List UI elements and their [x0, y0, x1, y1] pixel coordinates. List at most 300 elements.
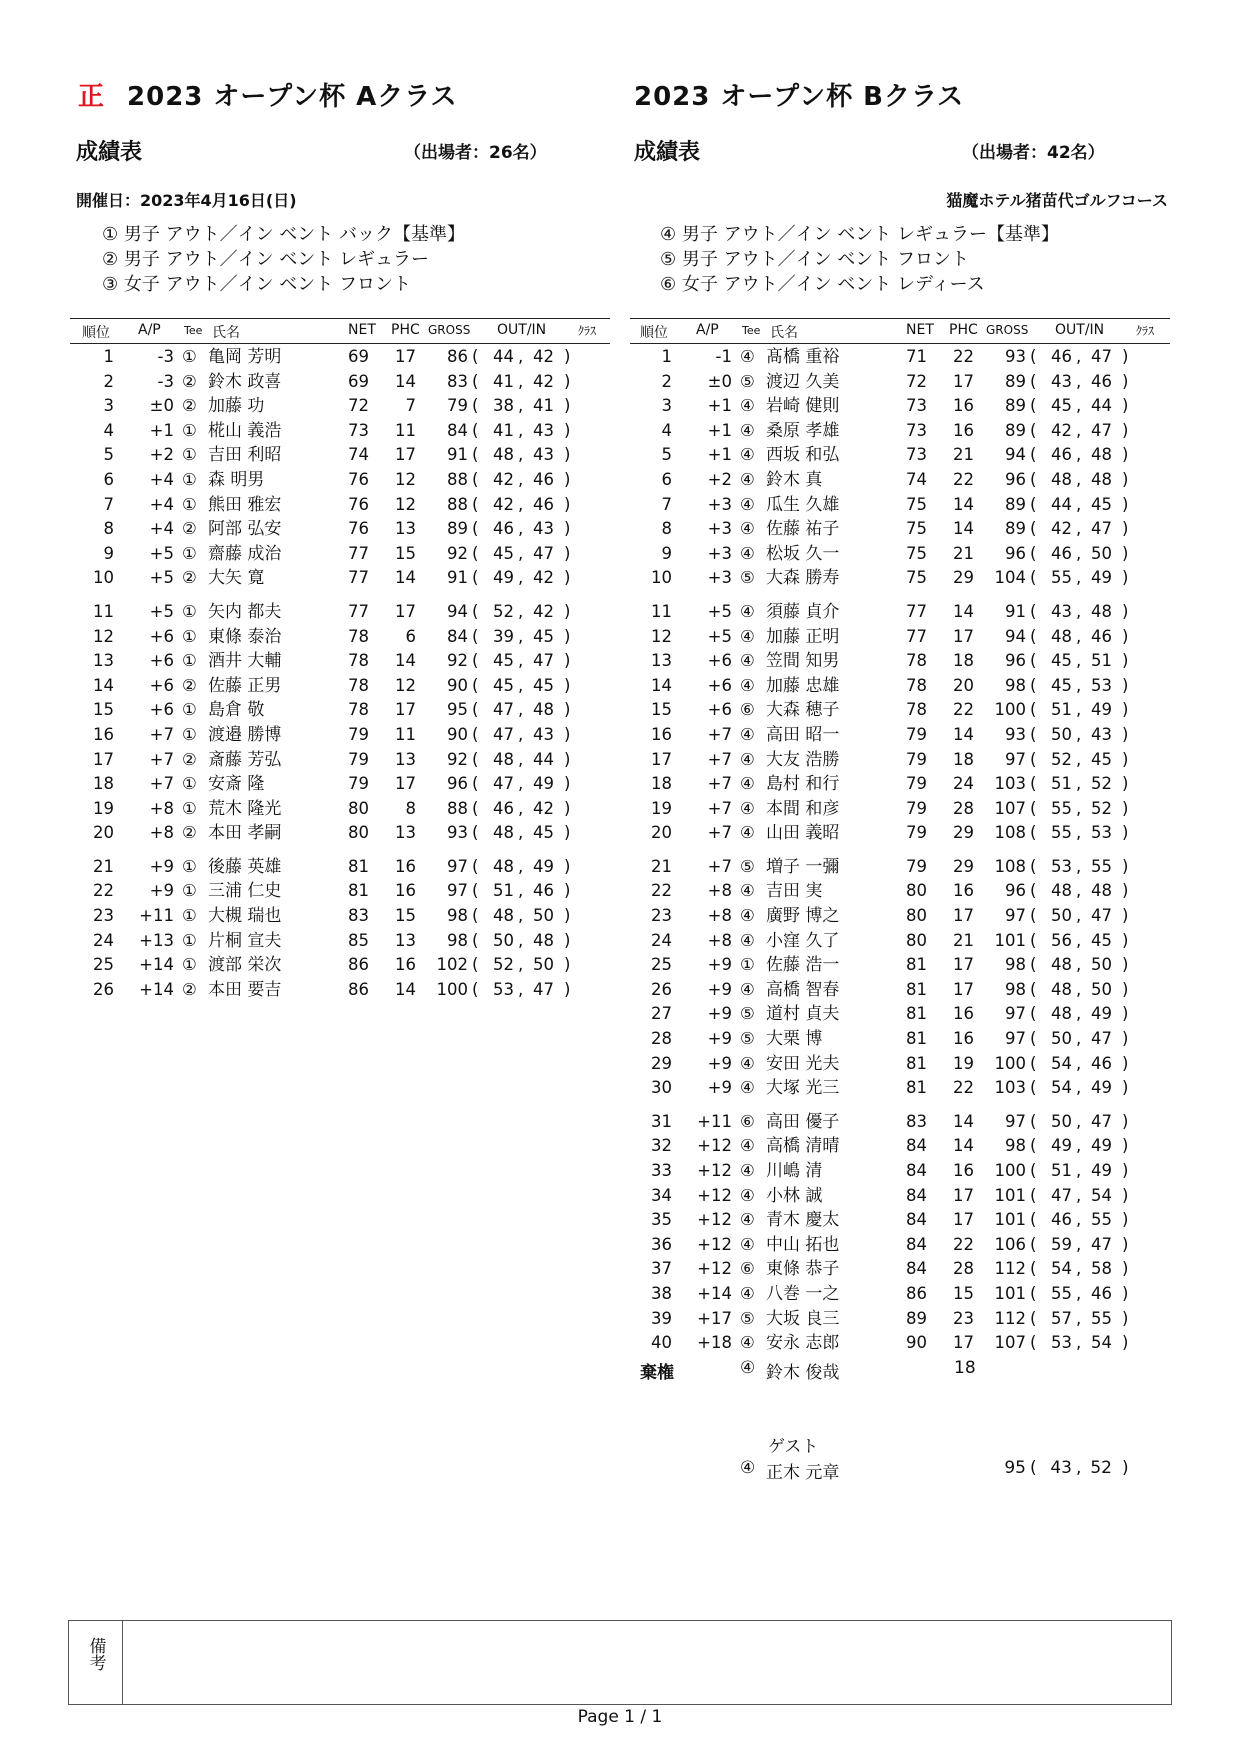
phc-cell: 14 [953, 494, 974, 514]
phc-cell: 29 [953, 856, 974, 876]
in-cell: 45 [533, 823, 554, 843]
ap-cell: +9 [707, 1053, 732, 1073]
results-table-a [82, 345, 612, 1002]
gross-cell: 91 [1005, 601, 1026, 621]
rank-cell: 3 [103, 396, 114, 416]
tee-number: ④ [740, 1283, 755, 1303]
out-cell: 43 [1051, 371, 1072, 391]
net-cell: 84 [906, 1210, 927, 1230]
player-name: 大森 勝寿 [766, 568, 840, 589]
table-row: 33 +12 ④ 川嶋 清 84 16 100 51 49 ( , ) [640, 1159, 1170, 1184]
net-cell: 84 [906, 1185, 927, 1205]
table-row: 5 +1 ④ 西坂 和弘 73 21 94 46 48 ( , ) [640, 443, 1170, 468]
table-row: 40 +18 ④ 安永 志郎 90 17 107 53 54 ( , ) [640, 1331, 1170, 1356]
ap-cell: -3 [157, 347, 174, 366]
in-cell: 47 [1091, 1029, 1112, 1049]
tee-number: ① [182, 601, 197, 621]
rank-cell: 7 [661, 494, 672, 514]
out-cell: 53 [1051, 1333, 1072, 1353]
in-cell: 58 [1091, 1259, 1112, 1279]
tee-number: ⑥ [740, 1111, 755, 1131]
rank-cell: 22 [651, 881, 672, 901]
ap-cell: +1 [149, 420, 174, 440]
out-cell: 46 [493, 519, 514, 539]
rank-cell: 23 [651, 906, 672, 926]
player-name: 椛山 義浩 [208, 420, 282, 441]
notes-box [68, 1620, 1172, 1705]
ap-cell: +2 [149, 445, 174, 465]
player-name: 齋藤 成治 [208, 543, 282, 564]
gross-cell: 97 [1005, 1029, 1026, 1049]
player-name: 本田 要吉 [208, 979, 282, 1000]
net-cell: 80 [348, 823, 369, 843]
gross-cell: 98 [1005, 1136, 1026, 1156]
gross-cell: 112 [994, 1308, 1026, 1328]
rank-cell: 27 [651, 1004, 672, 1024]
in-cell: 50 [1091, 543, 1112, 563]
phc-cell: 12 [395, 494, 416, 514]
phc-cell: 13 [395, 519, 416, 539]
net-cell: 89 [906, 1308, 927, 1328]
table-row: 34 +12 ④ 小林 誠 84 17 101 47 54 ( , ) [640, 1184, 1170, 1209]
phc-cell: 19 [953, 1053, 974, 1073]
tee-number: ① [182, 724, 197, 744]
player-name: 笠間 知男 [766, 651, 840, 672]
tee-number: ④ [740, 881, 755, 901]
net-cell: 80 [906, 906, 927, 926]
table-row: 6 +2 ④ 鈴木 真 74 22 96 48 48 ( , ) [640, 468, 1170, 493]
tee-number: ① [182, 543, 197, 563]
gross-cell: 106 [994, 1234, 1026, 1254]
rank-cell: 20 [651, 823, 672, 843]
gross-cell: 92 [447, 543, 468, 563]
ap-cell: +8 [707, 930, 732, 950]
player-name: 安永 志郎 [766, 1333, 840, 1354]
tee-number: ④ [740, 1078, 755, 1098]
phc-cell: 14 [395, 371, 416, 391]
out-cell: 50 [1051, 1111, 1072, 1131]
tee-number: ④ [740, 979, 755, 999]
subtitle-b: 成績表 [634, 140, 701, 165]
phc-cell: 14 [395, 979, 416, 999]
title-a-text: 2023 オープン杯 Aクラス [127, 82, 458, 112]
tee-number: ④ [740, 469, 755, 489]
in-value: 52 [1090, 1458, 1112, 1478]
gross-cell: 89 [1005, 371, 1026, 391]
rank-cell: 16 [93, 724, 114, 744]
net-cell: 83 [906, 1111, 927, 1131]
rank-cell: 20 [93, 823, 114, 843]
tee-number: ① [182, 881, 197, 901]
ap-cell: +9 [707, 1078, 732, 1098]
player-name: 本間 和彦 [766, 798, 840, 819]
tee-number: ⑥ [740, 700, 755, 720]
rank-cell: 1 [103, 347, 114, 366]
table-row: 1 -1 ④ 髙橋 重裕 71 22 93 46 47 ( , ) [640, 345, 1170, 370]
table-row: 14 +6 ② 佐藤 正男 78 12 90 45 45 ( , ) [82, 674, 612, 699]
table-row: 25 +14 ① 渡部 栄次 86 16 102 52 50 ( , ) [82, 953, 612, 978]
rank-cell: 11 [93, 601, 114, 621]
in-cell: 47 [1091, 1111, 1112, 1131]
player-name: 渡辺 久美 [766, 371, 840, 392]
tee-legend-item: ⑥ 女子 アウト／イン ベント レディース [660, 274, 985, 295]
header-net: NET [906, 322, 934, 338]
net-cell: 73 [906, 420, 927, 440]
tee-number: ① [182, 651, 197, 671]
title-b: 2023 オープン杯 Bクラス [634, 82, 965, 112]
ap-cell: +7 [149, 724, 174, 744]
table-row: 8 +4 ② 阿部 弘安 76 13 89 46 43 ( , ) [82, 517, 612, 542]
in-cell: 46 [533, 881, 554, 901]
in-cell: 49 [1091, 1078, 1112, 1098]
out-cell: 50 [1051, 724, 1072, 744]
table-row: 3 +1 ④ 岩崎 健則 73 16 89 45 44 ( , ) [640, 394, 1170, 419]
phc-cell: 23 [953, 1308, 974, 1328]
tee-number: ⑤ [740, 856, 755, 876]
phc-cell: 11 [395, 724, 416, 744]
player-name: 酒井 大輔 [208, 651, 282, 672]
rank-cell: 6 [661, 469, 672, 489]
ap-cell: +12 [697, 1136, 732, 1156]
table-row: 4 +1 ④ 桑原 孝雄 73 16 89 42 47 ( , ) [640, 419, 1170, 444]
rank-cell: 4 [103, 420, 114, 440]
rank-cell: 19 [93, 798, 114, 818]
net-cell: 69 [348, 347, 369, 366]
in-cell: 44 [1091, 396, 1112, 416]
gross-cell: 94 [447, 601, 468, 621]
table-row: 11 +5 ① 矢内 都夫 77 17 94 52 42 ( , ) [82, 600, 612, 625]
phc-cell: 17 [953, 371, 974, 391]
player-name: 山田 義昭 [766, 823, 840, 844]
out-cell: 46 [1051, 347, 1072, 366]
table-row: 37 +12 ⑥ 東條 恭子 84 28 112 54 58 ( , ) [640, 1257, 1170, 1282]
ap-cell: +6 [707, 651, 732, 671]
in-cell: 46 [1091, 371, 1112, 391]
table-row: 12 +6 ① 東條 泰治 78 6 84 39 45 ( , ) [82, 625, 612, 650]
gross-cell: 104 [994, 568, 1026, 588]
in-cell: 46 [533, 469, 554, 489]
tee-number: ② [182, 568, 197, 588]
in-cell: 46 [533, 494, 554, 514]
rank-cell: 36 [651, 1234, 672, 1254]
player-name: 鈴木 俊哉 [766, 1363, 840, 1383]
gross-cell: 89 [447, 519, 468, 539]
net-cell: 79 [348, 724, 369, 744]
out-cell: 46 [493, 798, 514, 818]
player-name: 亀岡 芳明 [208, 347, 282, 367]
results-table-b [640, 345, 1170, 1356]
gross-cell: 97 [1005, 906, 1026, 926]
out-cell: 39 [493, 626, 514, 646]
phc-cell: 28 [953, 798, 974, 818]
gross-cell: 86 [447, 347, 468, 366]
tee-number: ② [182, 675, 197, 695]
table-row: 16 +7 ① 渡邉 勝博 79 11 90 47 43 ( , ) [82, 723, 612, 748]
table-row: 9 +5 ① 齋藤 成治 77 15 92 45 47 ( , ) [82, 542, 612, 567]
in-cell: 54 [1091, 1185, 1112, 1205]
in-cell: 48 [533, 700, 554, 720]
in-cell: 53 [1091, 675, 1112, 695]
net-cell: 77 [906, 626, 927, 646]
table-row: 3 ±0 ② 加藤 功 72 7 79 38 41 ( , ) [82, 394, 612, 419]
out-cell: 47 [1051, 1185, 1072, 1205]
ap-cell: +4 [149, 469, 174, 489]
out-cell: 53 [493, 979, 514, 999]
player-name: 松坂 久一 [766, 543, 840, 564]
tee-number: ⑤ [740, 1308, 755, 1328]
net-cell: 83 [348, 906, 369, 926]
phc-cell: 8 [405, 798, 416, 818]
rank-cell: 18 [93, 774, 114, 794]
ap-cell: +6 [707, 675, 732, 695]
tee-number: ④ [740, 651, 755, 671]
net-cell: 78 [906, 675, 927, 695]
phc-cell: 24 [953, 774, 974, 794]
phc-cell: 7 [405, 396, 416, 416]
phc-cell: 12 [395, 675, 416, 695]
gross-cell: 93 [1005, 347, 1026, 366]
in-cell: 47 [533, 651, 554, 671]
player-name: 吉田 利昭 [208, 445, 282, 466]
tee-number: ④ [740, 1053, 755, 1073]
player-name: 佐藤 浩一 [766, 955, 840, 976]
ap-cell: +9 [149, 881, 174, 901]
rank-cell: 13 [651, 651, 672, 671]
net-cell: 81 [906, 1029, 927, 1049]
net-cell: 90 [906, 1333, 927, 1353]
net-cell: 79 [906, 749, 927, 769]
table-row: 23 +11 ① 大槻 瑞也 83 15 98 48 50 ( , ) [82, 904, 612, 929]
table-row: 22 +9 ① 三浦 仁史 81 16 97 51 46 ( , ) [82, 879, 612, 904]
in-cell: 42 [533, 798, 554, 818]
header-name: 氏名 [770, 325, 798, 341]
out-cell: 48 [1051, 469, 1072, 489]
rank-cell: 9 [103, 543, 114, 563]
net-cell: 84 [906, 1259, 927, 1279]
net-cell: 75 [906, 519, 927, 539]
net-cell: 78 [348, 651, 369, 671]
table-row: 10 +5 ② 大矢 寛 77 14 91 49 42 ( , ) [82, 566, 612, 591]
subtitle-a: 成績表 [76, 140, 143, 165]
phc-cell: 11 [395, 420, 416, 440]
player-name: 阿部 弘安 [208, 519, 282, 540]
tee-number: ④ [740, 1185, 755, 1205]
gross-cell: 95 [447, 700, 468, 720]
tee-number: ② [182, 396, 197, 416]
tee-number: ① [182, 347, 197, 366]
table-row: 5 +2 ① 吉田 利昭 74 17 91 48 43 ( , ) [82, 443, 612, 468]
rank-cell: 19 [651, 798, 672, 818]
ap-cell: +1 [707, 445, 732, 465]
phc-cell: 22 [953, 1078, 974, 1098]
gross-cell: 84 [447, 626, 468, 646]
net-cell: 69 [348, 371, 369, 391]
gross-cell: 89 [1005, 396, 1026, 416]
in-cell: 51 [1091, 651, 1112, 671]
player-name: 島村 和行 [766, 774, 840, 795]
out-cell: 48 [493, 445, 514, 465]
player-name: 須藤 貞介 [766, 601, 840, 622]
notes-label [69, 1621, 123, 1704]
gross-cell: 92 [447, 749, 468, 769]
in-cell: 55 [1091, 856, 1112, 876]
phc-cell: 16 [395, 881, 416, 901]
phc-cell: 14 [953, 1136, 974, 1156]
out-cell: 42 [1051, 420, 1072, 440]
phc-cell: 17 [395, 445, 416, 465]
tee-legend-item: ③ 女子 アウト／イン ベント フロント [102, 274, 412, 295]
gross-cell: 94 [1005, 445, 1026, 465]
out-cell: 44 [1051, 494, 1072, 514]
out-cell: 45 [493, 543, 514, 563]
out-cell: 48 [493, 856, 514, 876]
tee-number: ④ [740, 626, 755, 646]
tee-number: ④ [740, 1136, 755, 1156]
tee-legend-item: ④ 男子 アウト／イン ベント レギュラー【基準】 [660, 224, 1060, 245]
rank-cell: 23 [93, 906, 114, 926]
in-cell: 48 [533, 930, 554, 950]
ap-cell: +8 [707, 881, 732, 901]
net-cell: 72 [906, 371, 927, 391]
gross-cell: 90 [447, 675, 468, 695]
net-cell: 74 [348, 445, 369, 465]
ap-cell: +5 [149, 568, 174, 588]
out-cell: 47 [493, 724, 514, 744]
in-cell: 45 [1091, 749, 1112, 769]
net-cell: 77 [906, 601, 927, 621]
rank-cell: 24 [651, 930, 672, 950]
in-cell: 43 [533, 519, 554, 539]
phc-cell: 14 [953, 601, 974, 621]
player-name: 廣野 博之 [766, 906, 840, 927]
phc-cell: 16 [953, 396, 974, 416]
net-cell: 79 [906, 724, 927, 744]
table-row: 20 +7 ④ 山田 義昭 79 29 108 55 53 ( , ) [640, 821, 1170, 846]
header-gross: GROSS [986, 323, 1029, 337]
official-mark: 正 [78, 82, 106, 112]
in-cell: 49 [1091, 700, 1112, 720]
in-cell: 46 [1091, 1053, 1112, 1073]
venue: 猫魔ホテル猪苗代ゴルフコース [946, 191, 1168, 210]
net-cell: 79 [906, 856, 927, 876]
phc-cell: 22 [953, 469, 974, 489]
player-name: 渡邉 勝博 [208, 724, 282, 745]
out-cell: 56 [1051, 930, 1072, 950]
phc-cell: 15 [395, 906, 416, 926]
rank-cell: 21 [651, 856, 672, 876]
rank-cell: 9 [661, 543, 672, 563]
ap-cell: +9 [707, 1029, 732, 1049]
tee-number: ④ [740, 774, 755, 794]
tee-number: ④ [740, 1210, 755, 1230]
phc-cell: 29 [953, 568, 974, 588]
net-cell: 79 [348, 749, 369, 769]
player-name: 矢内 都夫 [208, 601, 282, 622]
tee-number: ④ [740, 1333, 755, 1353]
rank-cell: 24 [93, 930, 114, 950]
header-name: 氏名 [212, 325, 240, 341]
player-name: 大塚 光三 [766, 1078, 840, 1099]
rank-cell: 16 [651, 724, 672, 744]
gross-cell: 90 [447, 724, 468, 744]
in-cell: 49 [1091, 568, 1112, 588]
in-cell: 43 [533, 445, 554, 465]
phc-cell: 16 [953, 881, 974, 901]
tee-number: ⑤ [740, 1029, 755, 1049]
tee-number: ④ [740, 601, 755, 621]
player-name: 中山 拓也 [766, 1234, 840, 1255]
phc-cell: 18 [953, 749, 974, 769]
out-cell: 48 [1051, 979, 1072, 999]
in-cell: 50 [533, 955, 554, 975]
ap-cell: +14 [139, 979, 174, 999]
out-cell: 47 [493, 700, 514, 720]
header-tee: Tee [742, 324, 761, 337]
rank-cell: 14 [651, 675, 672, 695]
player-name: 八巻 一之 [766, 1283, 840, 1304]
table-row: 29 +9 ④ 安田 光夫 81 19 100 54 46 ( , ) [640, 1052, 1170, 1077]
net-cell: 78 [348, 626, 369, 646]
player-name: 荒木 隆光 [208, 798, 282, 819]
rank-cell: 4 [661, 420, 672, 440]
net-cell: 81 [906, 1053, 927, 1073]
player-name: 正木 元章 [766, 1463, 840, 1483]
gross-cell: 93 [1005, 724, 1026, 744]
in-cell: 55 [1091, 1308, 1112, 1328]
ap-cell: +7 [149, 749, 174, 769]
player-name: 後藤 英雄 [208, 856, 282, 877]
ap-cell: +13 [139, 930, 174, 950]
table-row: 1 -3 ① 亀岡 芳明 69 17 86 44 42 ( , ) [82, 345, 612, 370]
ap-cell: +6 [149, 626, 174, 646]
out-cell: 46 [1051, 445, 1072, 465]
out-cell: 48 [1051, 881, 1072, 901]
page-footer: Page 1 / 1 [577, 1707, 663, 1727]
phc-cell: 16 [395, 955, 416, 975]
player-name: 東條 恭子 [766, 1259, 840, 1280]
rank-cell: 17 [651, 749, 672, 769]
net-cell: 84 [906, 1161, 927, 1180]
ap-cell: +2 [707, 469, 732, 489]
net-cell: 76 [348, 519, 369, 539]
rank-cell: 25 [651, 955, 672, 975]
out-cell: 45 [493, 675, 514, 695]
table-row: 11 +5 ④ 須藤 貞介 77 14 91 43 48 ( , ) [640, 600, 1170, 625]
in-cell: 43 [533, 420, 554, 440]
tee-number: ② [182, 979, 197, 999]
player-name: 加藤 正明 [766, 626, 840, 647]
table-row: 22 +8 ④ 吉田 実 80 16 96 48 48 ( , ) [640, 879, 1170, 904]
out-cell: 42 [493, 469, 514, 489]
tee-number: ② [182, 519, 197, 539]
gross-cell: 98 [1005, 675, 1026, 695]
out-cell: 57 [1051, 1308, 1072, 1328]
out-cell: 45 [1051, 675, 1072, 695]
header-net: NET [348, 322, 376, 338]
table-row: 26 +14 ② 本田 要吉 86 14 100 53 47 ( , ) [82, 978, 612, 1003]
net-cell: 81 [348, 856, 369, 876]
player-name: 西坂 和弘 [766, 445, 840, 466]
rank-cell: 5 [661, 445, 672, 465]
in-cell: 47 [533, 979, 554, 999]
out-cell: 59 [1051, 1234, 1072, 1254]
ap-cell: +6 [707, 700, 732, 720]
ap-cell: +8 [707, 906, 732, 926]
withdrawn-label: 棄権 [640, 1363, 674, 1383]
ap-cell: +8 [149, 798, 174, 818]
gross-cell: 97 [1005, 749, 1026, 769]
gross-cell: 96 [1005, 651, 1026, 671]
